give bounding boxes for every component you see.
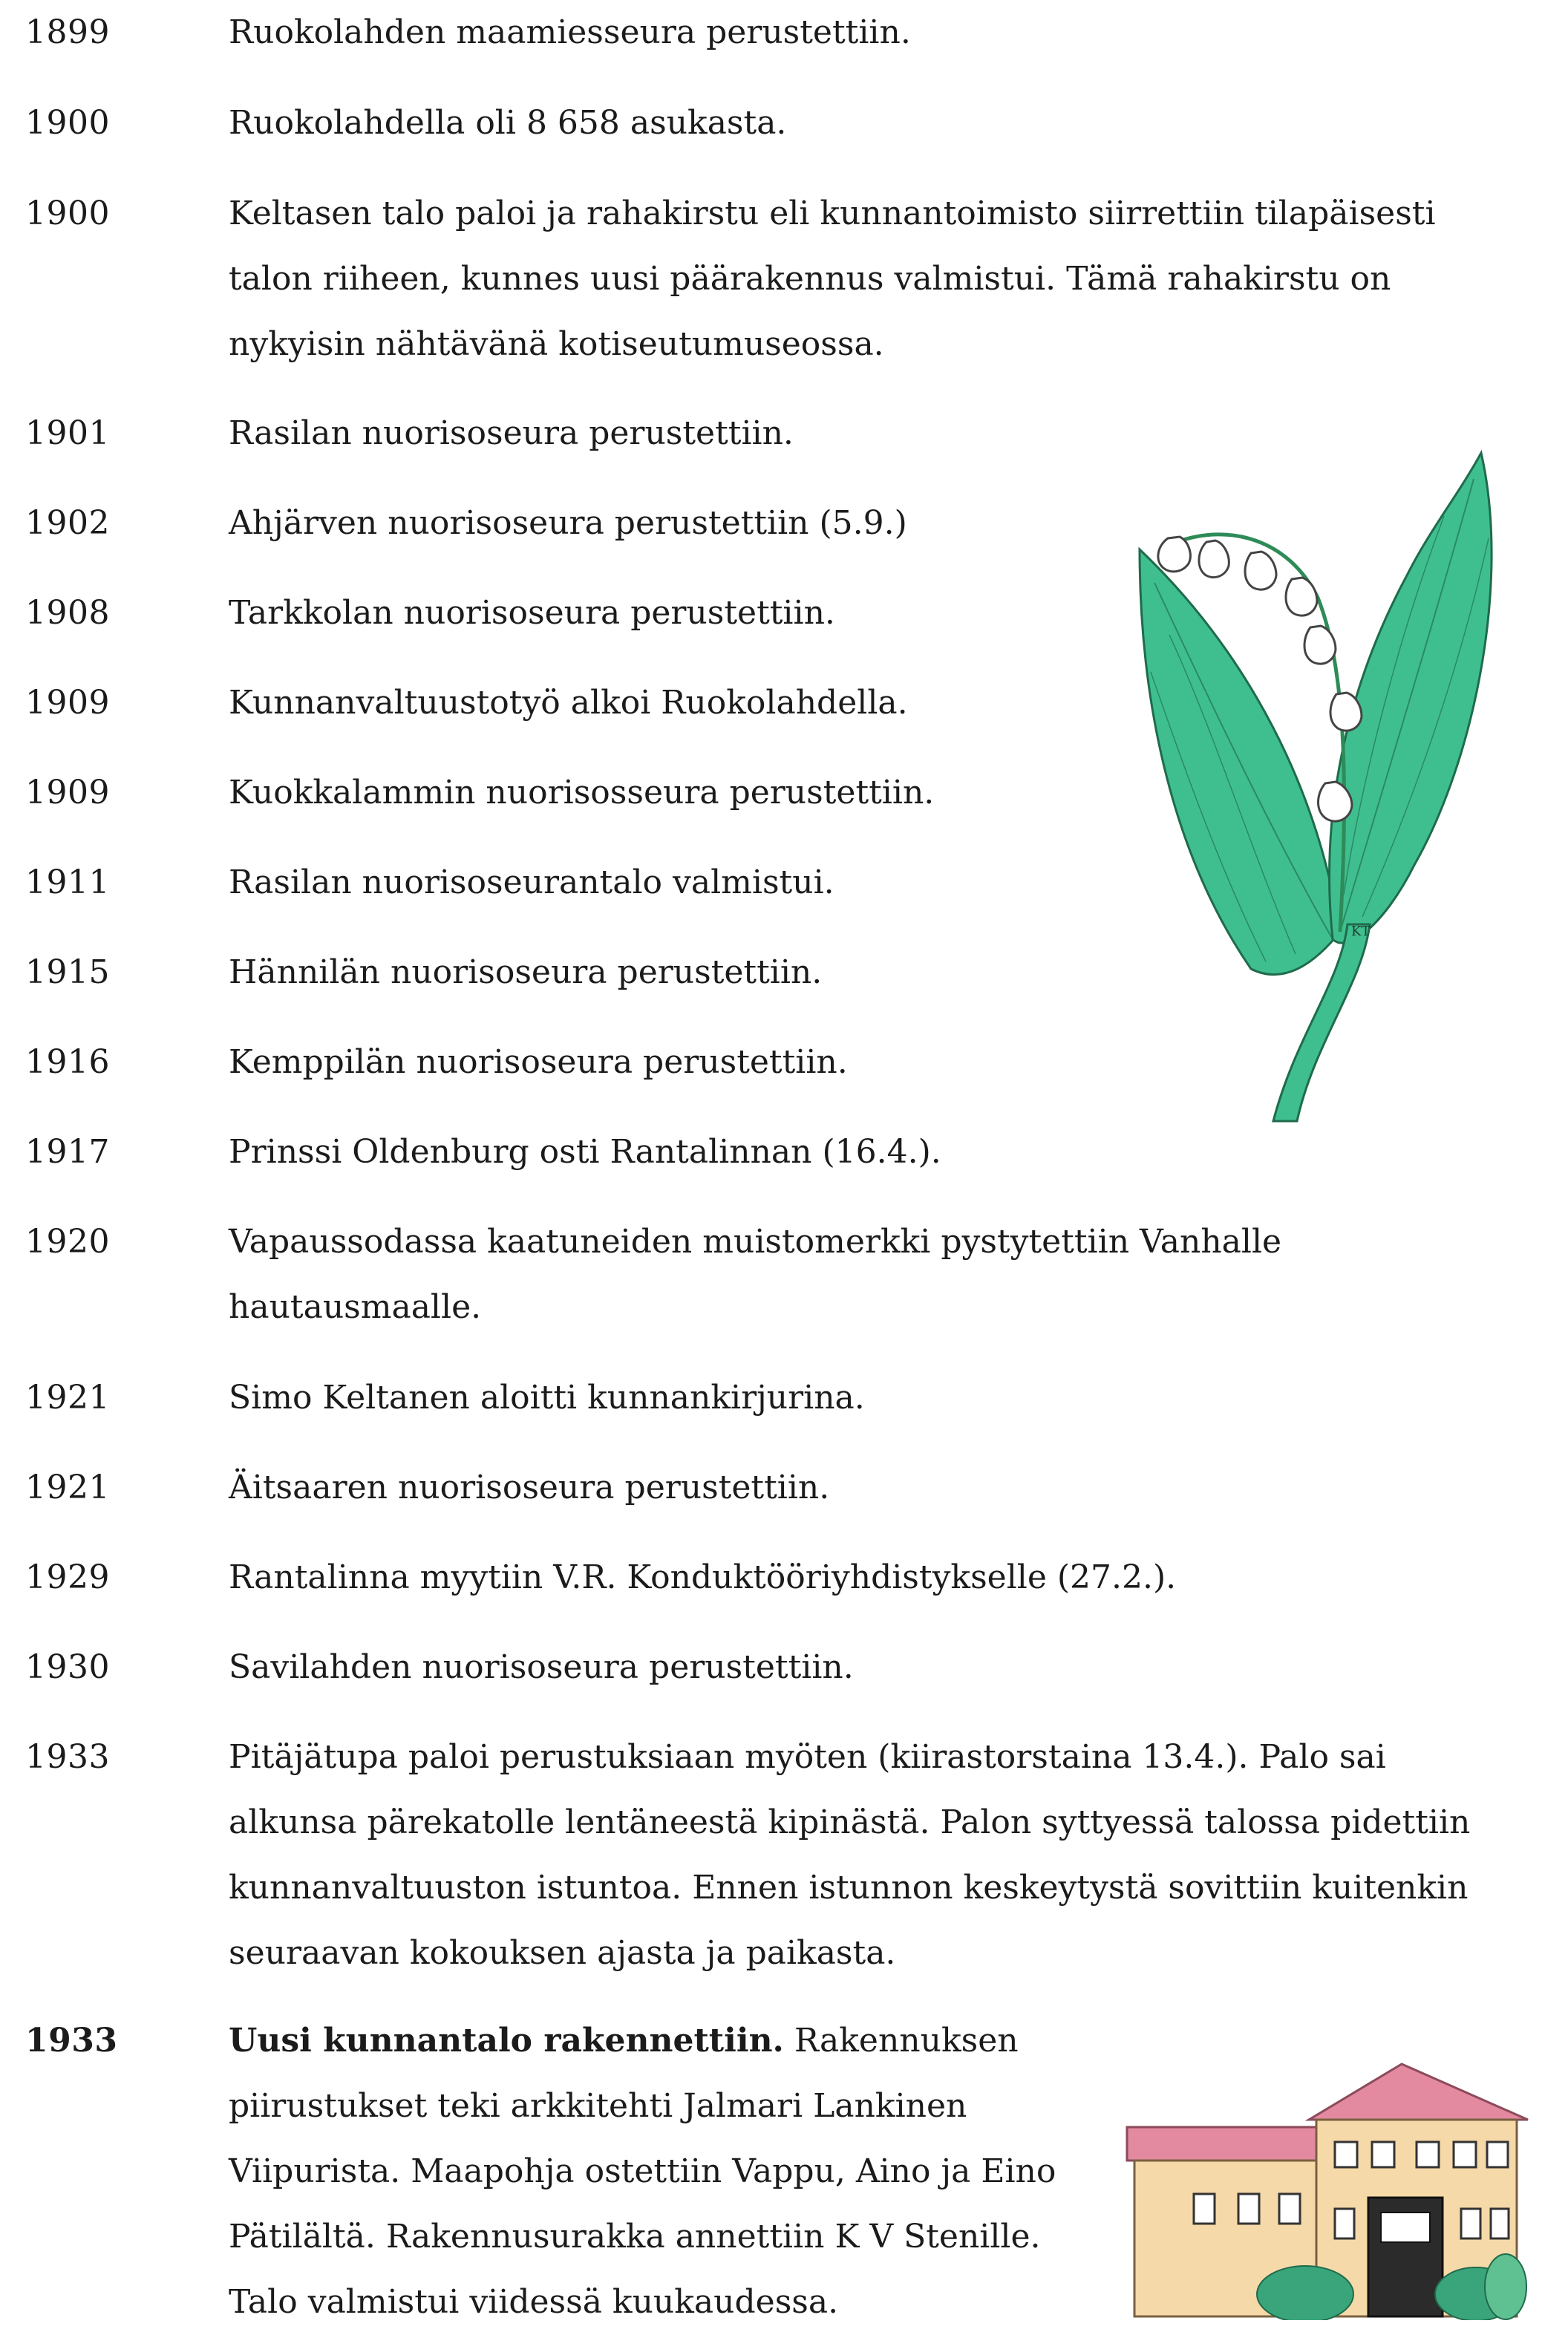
entry-line: Keltasen talo paloi ja rahakirstu eli kunnantoimisto siirrettiin tilapäisesti — [229, 195, 1436, 232]
entry-text: Ruokolahdella oli 8 658 asukasta. — [229, 104, 787, 142]
entry-line: piirustukset teki arkkitehti Jalmari Lankinen — [229, 2087, 967, 2125]
entry-year: 1930 — [25, 1648, 110, 1686]
entry-text: Kunnanvaltuustotyö alkoi Ruokolahdella. — [229, 684, 908, 722]
entry-year: 1916 — [25, 1043, 110, 1081]
entry-year: 1921 — [25, 1469, 110, 1506]
entry-text: Rasilan nuorisoseura perustettiin. — [229, 414, 794, 452]
entry-year: 1909 — [25, 774, 110, 811]
entry-year: 1901 — [25, 414, 110, 452]
entry-line: nykyisin nähtävänä kotiseutumuseossa. — [229, 325, 884, 363]
entry-text: Ruokolahden maamiesseura perustettiin. — [229, 13, 911, 51]
entry-text: Simo Keltanen aloitti kunnankirjurina. — [229, 1379, 865, 1417]
entry-year: 1902 — [25, 504, 110, 542]
entry-year: 1917 — [25, 1133, 110, 1171]
entry-text: Prinssi Oldenburg osti Rantalinnan (16.4.). — [229, 1133, 941, 1171]
entry-year: 1921 — [25, 1379, 110, 1417]
entry-text: Kemppilän nuorisoseura perustettiin. — [229, 1043, 848, 1081]
entry-text: Rantalinna myytiin V.R. Konduktööriyhdistykselle (27.2.). — [229, 1558, 1177, 1596]
entry-line — [229, 2008, 1105, 2074]
entry-line: hautausmaalle. — [229, 1288, 482, 1326]
entry-text — [229, 181, 1520, 377]
entry-text: Hännilän nuorisoseura perustettiin. — [229, 953, 823, 991]
entry-year: 1929 — [25, 1558, 110, 1596]
entry-text — [229, 2008, 1105, 2335]
municipal-house-drawing-icon — [1120, 2057, 1535, 2320]
entry-line: Pätilältä. Rakennusurakka annettiin K V Stenille. — [229, 2218, 1041, 2256]
lily-of-the-valley-drawing-icon — [1125, 449, 1511, 1125]
entry-text: Äitsaaren nuorisoseura perustettiin. — [229, 1469, 830, 1506]
entry-line: seuraavan kokouksen ajasta ja paikasta. — [229, 1934, 896, 1972]
entry-line: Vapaussodassa kaatuneiden muistomerkki pystytettiin Vanhalle — [229, 1223, 1282, 1261]
entry-line: Pitäjätupa paloi perustuksiaan myöten (kiirastorstaina 13.4.). Palo sai — [229, 1738, 1386, 1776]
entry-year: 1920 — [25, 1223, 110, 1261]
entry-text: Kuokkalammin nuorisosseura perustettiin. — [229, 774, 935, 811]
entry-line: Talo valmistui viidessä kuukaudessa. — [229, 2283, 839, 2321]
entry-line: kunnanvaltuuston istuntoa. Ennen istunnon keskeytystä sovittiin kuitenkin — [229, 1869, 1469, 1907]
entry-text: Rasilan nuorisoseurantalo valmistui. — [229, 863, 834, 901]
entry-text: Ahjärven nuorisoseura perustettiin (5.9.) — [229, 504, 907, 542]
entry-year: 1900 — [25, 195, 110, 232]
entry-line: alkunsa pärekatolle lentäneestä kipinästä. Palon syttyessä talossa pidettiin — [229, 1803, 1471, 1841]
entry-year: 1915 — [25, 953, 110, 991]
entry-year: 1900 — [25, 104, 110, 142]
entry-text — [229, 1725, 1520, 1986]
entry-year: 1908 — [25, 594, 110, 632]
entry-year: 1909 — [25, 684, 110, 722]
artist-signature: KT — [1351, 924, 1371, 939]
entry-line: Viipurista. Maapohja ostettiin Vappu, Aino ja Eino — [229, 2152, 1056, 2190]
entry-text: Tarkkolan nuorisoseura perustettiin. — [229, 594, 835, 632]
entry-year: 1933 — [25, 2022, 118, 2060]
entry-text: Savilahden nuorisoseura perustettiin. — [229, 1648, 854, 1686]
entry-year: 1933 — [25, 1738, 110, 1776]
entry-text — [229, 1209, 1520, 1340]
entry-line-rest: Rakennuksen — [794, 2022, 1019, 2060]
entry-bold-lead: Uusi kunnantalo rakennettiin. — [229, 2022, 784, 2060]
entry-year: 1899 — [25, 13, 110, 51]
entry-line: talon riiheen, kunnes uusi päärakennus valmistui. Tämä rahakirstu on — [229, 260, 1391, 298]
entry-year: 1911 — [25, 863, 110, 901]
